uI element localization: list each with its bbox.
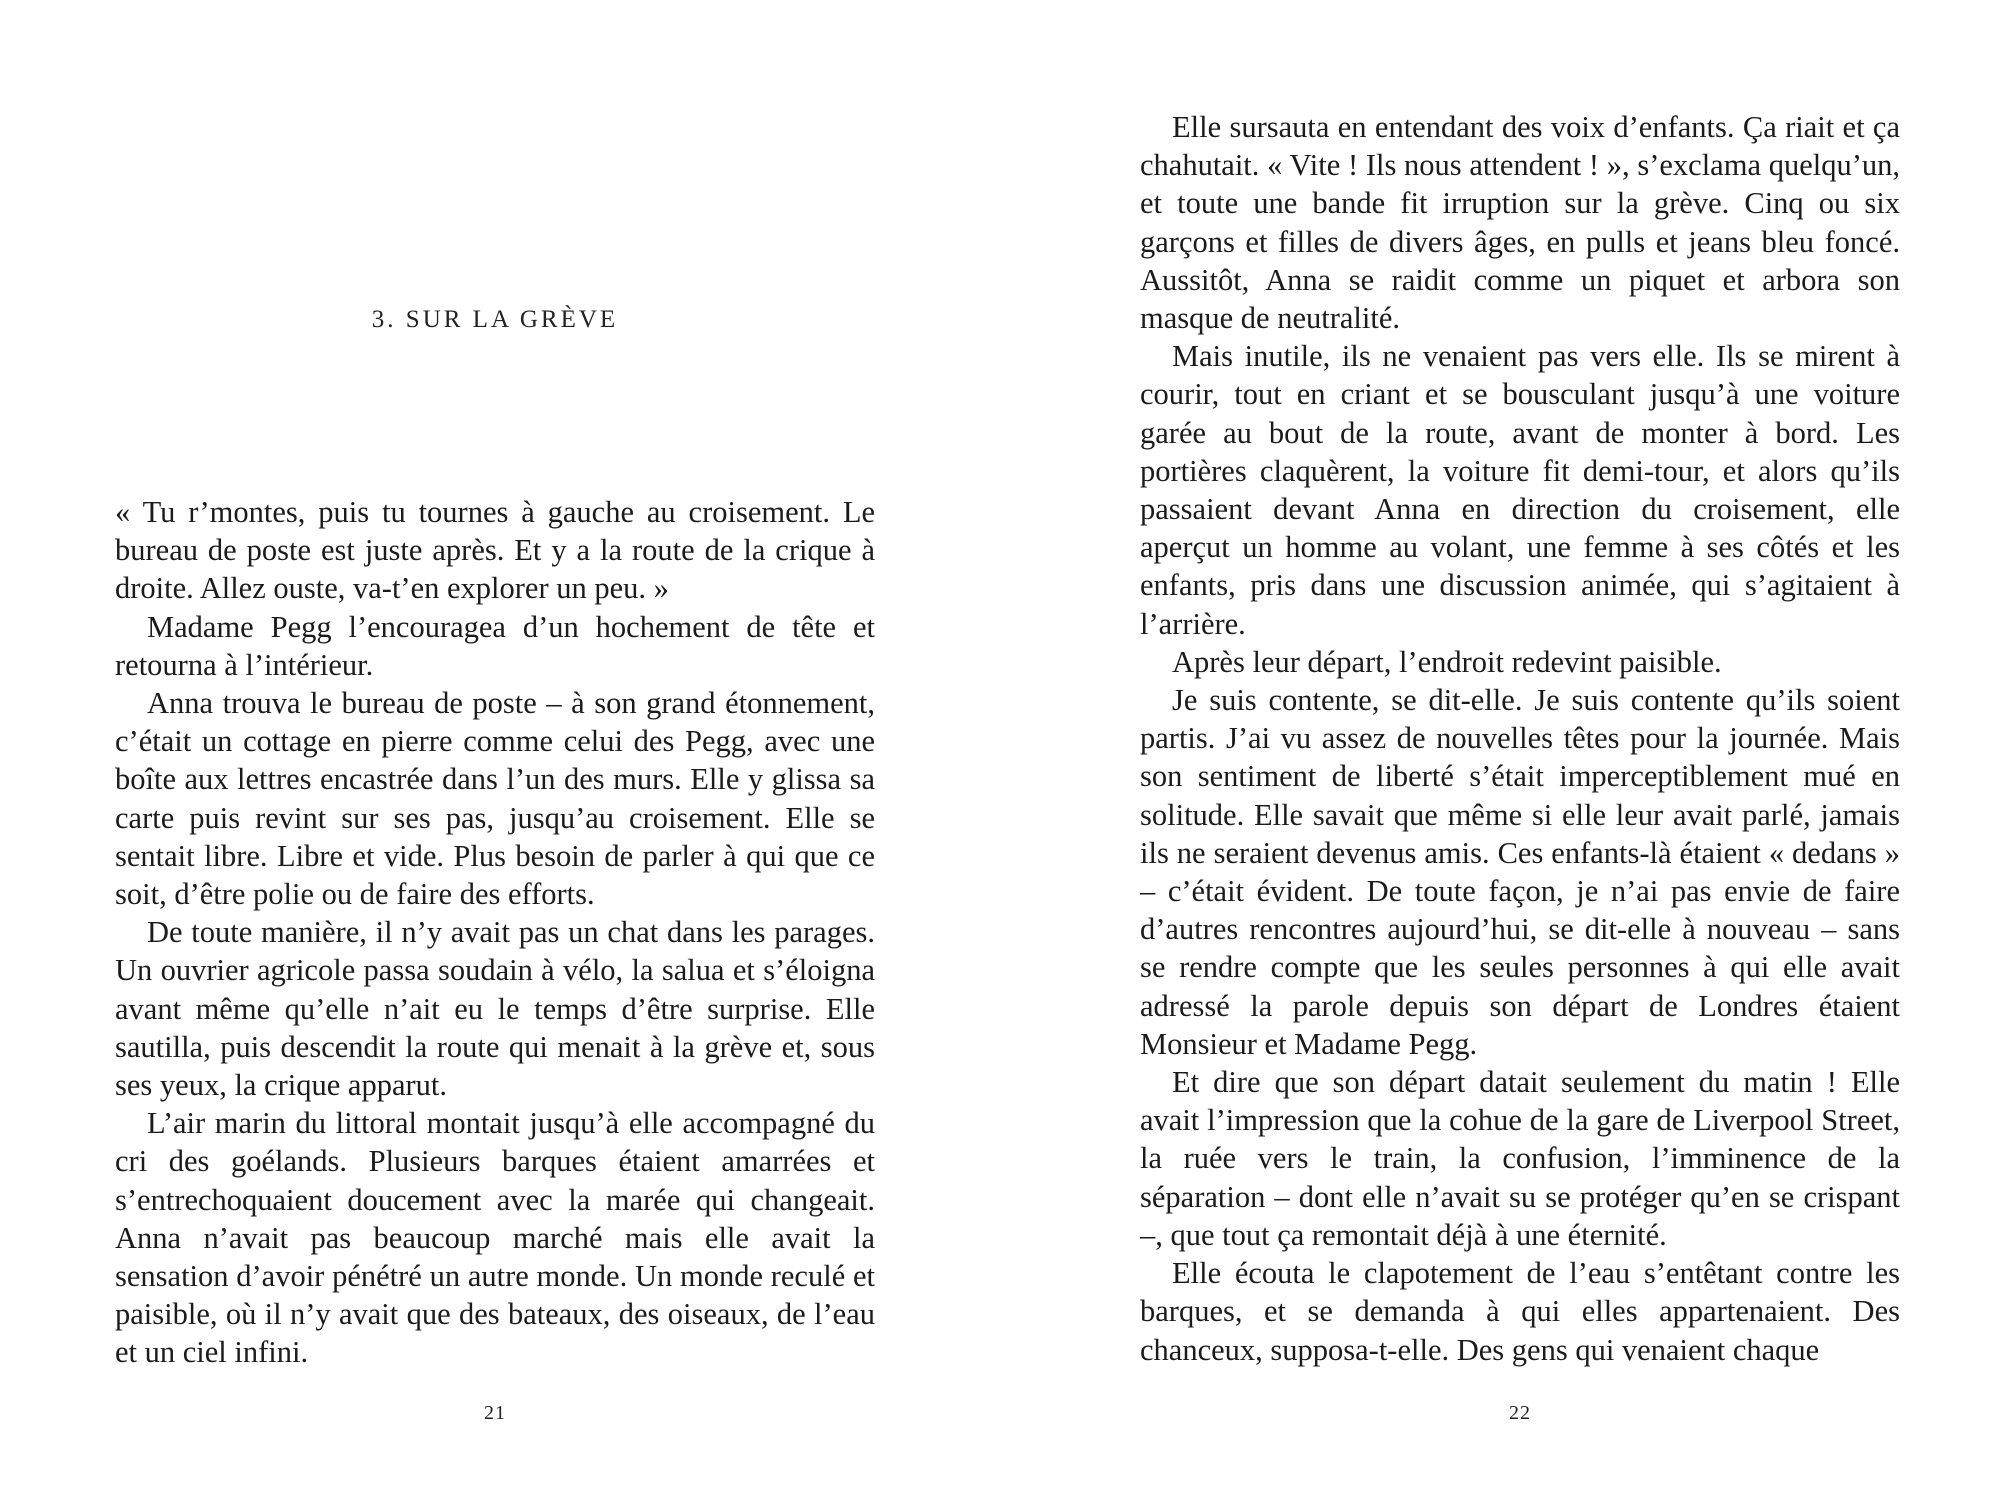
paragraph: Et dire que son départ datait seulement du matin ! Elle avait l’impression que la cohue de la gare de Liverpool Street, la ruée vers le train, la confusion, l’imminence de la séparation – dont elle n’avait su se protéger qu’en se crispant –, que tout ça remontait déjà à une éternité. (1140, 1065, 1900, 1252)
right-page-text (1140, 108, 1900, 1369)
paragraph: Elle sursauta en entendant des voix d’enfants. Ça riait et ça chahutait. « Vite ! Ils nous attendent ! », s’exclama quelqu’un, et toute une bande fit irruption sur la grève. Cinq ou six garçons et filles de divers âges, en pulls et jeans bleu foncé. Aussitôt, Anna se raidit comme un piquet et arbora son masque de neutralité. (1140, 110, 1900, 336)
paragraph: Mais inutile, ils ne venaient pas vers elle. Ils se mirent à courir, tout en criant et se bousculant jusqu’à une voiture garée au bout de la route, avant de monter à bord. Les portières claquèrent, la voiture fit demi-tour, et alors qu’ils passaient devant Anna en direction du croisement, elle aperçut un homme au volant, une femme à ses côtés et les enfants, pris dans une discussion animée, qui s’agitaient à l’arrière. (1140, 339, 1900, 641)
paragraph: L’air marin du littoral montait jusqu’à elle accompagné du cri des goélands. Plusieurs barques étaient amarrées et s’entrechoquaient doucement avec la marée qui changeait. Anna n’avait pas beaucoup marché mais elle avait la sensation d’avoir pénétré un autre monde. Un monde reculé et paisible, où il n’y avait que des bateaux, des oiseaux, de l’eau et un ciel infini. (115, 1106, 875, 1370)
left-page-text (115, 493, 875, 1372)
paragraph: « Tu r’montes, puis tu tournes à gauche au croisement. Le bureau de poste est juste après. Et y a la route de la crique à droite. Allez ouste, va-t’en explorer un peu. » (115, 495, 875, 606)
left-page (115, 0, 875, 1503)
paragraph: Je suis contente, se dit-elle. Je suis contente qu’ils soient partis. J’ai vu assez de nouvelles têtes pour la journée. Mais son sentiment de liberté s’était imperceptiblement mué en solitude. Elle savait que même si elle leur avait parlé, jamais ils ne seraient devenus amis. Ces enfants-là étaient « dedans » – c’était évident. De toute façon, je n’ai pas envie de faire d’autres rencontres aujourd’hui, se dit-elle à nouveau – sans se rendre compte que les seules personnes à qui elle avait adressé la parole depuis son départ de Londres étaient Monsieur et Madame Pegg. (1140, 683, 1900, 1061)
paragraph: Elle écouta le clapotement de l’eau s’entêtant contre les barques, et se demanda à qui elles appartenaient. Des chanceux, supposa-t-elle. Des gens qui venaient chaque (1140, 1256, 1900, 1367)
right-page (1140, 0, 1900, 1503)
page-number: 21 (484, 1402, 506, 1424)
paragraph: Anna trouva le bureau de poste – à son grand étonnement, c’était un cottage en pierre comme celui des Pegg, avec une boîte aux lettres encastrée dans l’un des murs. Elle y glissa sa carte puis revint sur ses pas, jusqu’au croisement. Elle se sentait libre. Libre et vide. Plus besoin de parler à qui que ce soit, d’être polie ou de faire des efforts. (115, 686, 875, 912)
paragraph: Après leur départ, l’endroit redevint paisible. (1172, 644, 1722, 679)
paragraph: Madame Pegg l’encouragea d’un hochement de tête et retourna à l’intérieur. (115, 609, 875, 682)
page-number: 22 (1509, 1402, 1531, 1424)
paragraph: De toute manière, il n’y avait pas un chat dans les parages. Un ouvrier agricole passa soudain à vélo, la salua et s’éloigna avant même qu’elle n’ait eu le temps d’être surprise. Elle sautilla, puis descendit la route qui menait à la grève et, sous ses yeux, la crique apparut. (115, 915, 875, 1103)
chapter-title: 3. SUR LA GRÈVE (371, 306, 619, 333)
